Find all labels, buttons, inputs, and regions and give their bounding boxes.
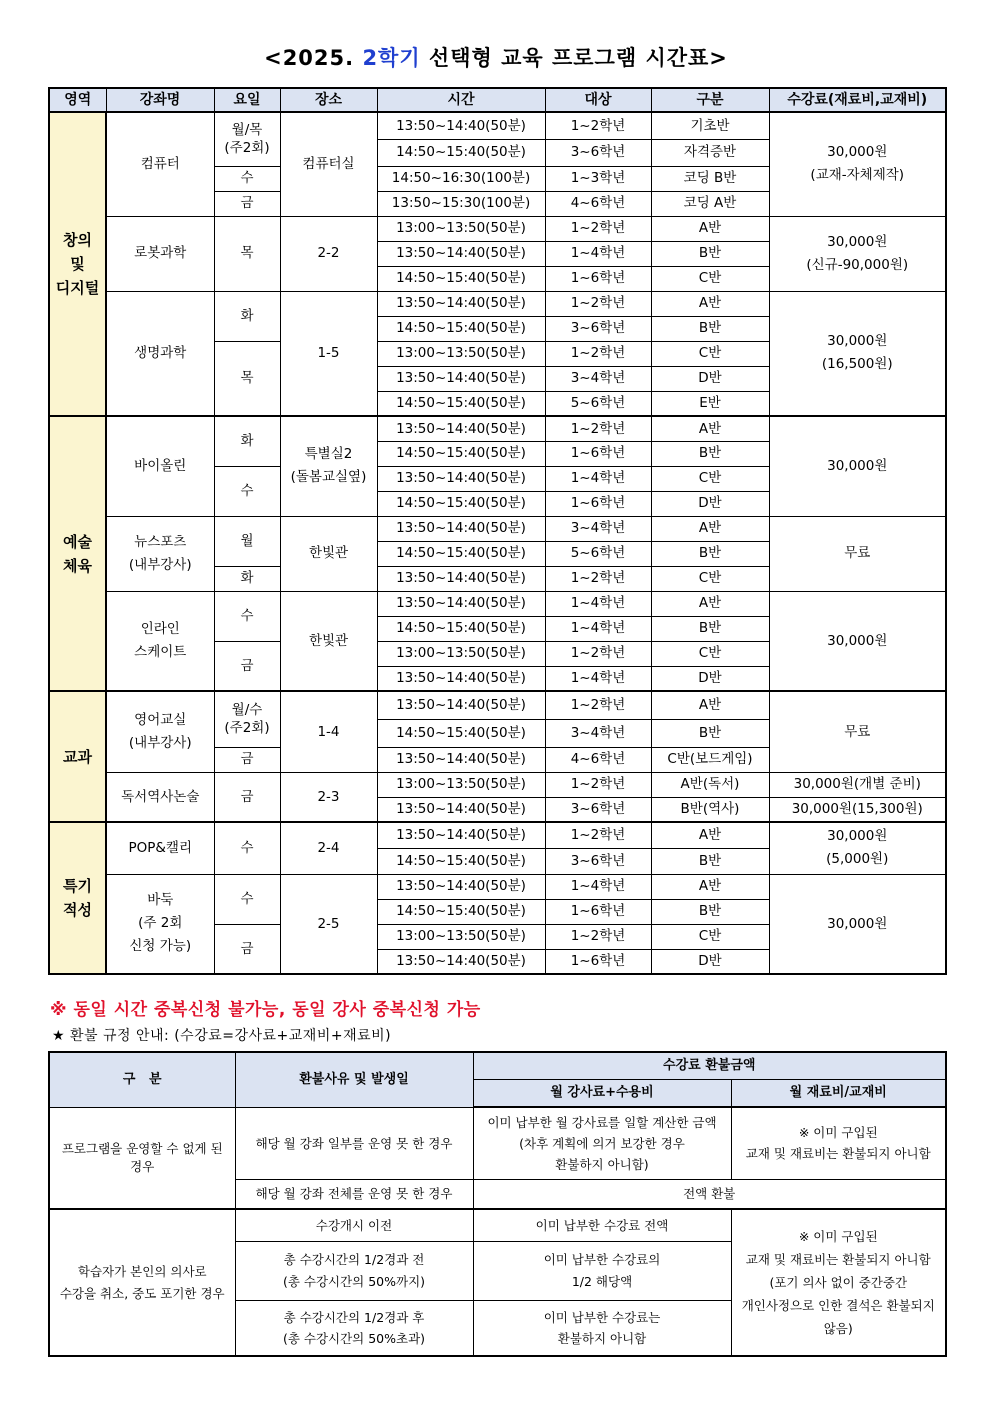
target-cell: 3~6학년 <box>545 797 651 822</box>
course-day: 금 <box>214 747 280 772</box>
time-cell: 13:50~14:40(50분) <box>377 591 545 616</box>
time-cell: 13:00~13:50(50분) <box>377 772 545 797</box>
time-cell: 13:50~14:40(50분) <box>377 691 545 719</box>
class-cell: C반 <box>651 924 769 949</box>
refund-amount: 이미 납부한 수강료는 환불하지 아니함 <box>473 1300 731 1356</box>
target-cell: 1~4학년 <box>545 874 651 899</box>
class-cell: B반 <box>651 316 769 341</box>
course-place: 한빛관 <box>280 591 377 691</box>
refund-amount: 이미 납부한 수강료의 1/2 해당액 <box>473 1241 731 1300</box>
target-cell: 1~2학년 <box>545 216 651 241</box>
refund-reason: 총 수강시간의 1/2경과 전 (총 수강시간의 50%까지) <box>235 1241 473 1300</box>
class-cell: B반 <box>651 848 769 874</box>
class-cell: C반 <box>651 466 769 491</box>
class-cell: B반 <box>651 541 769 566</box>
course-name: 생명과학 <box>106 291 214 416</box>
header-place: 장소 <box>280 88 377 112</box>
refund-reason: 해당 월 강좌 일부를 운영 못 한 경우 <box>235 1107 473 1179</box>
refund-material: ※ 이미 구입된 교재 및 재료비는 환불되지 아니함 (포기 의사 없이 중간중간 개인사정으로 인한 결석은 환불되지 않음) <box>731 1209 946 1356</box>
refund-amount: 전액 환불 <box>473 1179 946 1209</box>
schedule-table <box>48 87 947 975</box>
course-name: 로봇과학 <box>106 216 214 291</box>
class-cell: C반 <box>651 341 769 366</box>
refund-amount: 이미 납부한 수강료 전액 <box>473 1209 731 1241</box>
course-place: 2-3 <box>280 772 377 822</box>
class-cell: B반 <box>651 899 769 924</box>
fee-cell: 30,000원 <box>769 874 946 974</box>
time-cell: 13:50~14:40(50분) <box>377 566 545 591</box>
target-cell: 1~4학년 <box>545 591 651 616</box>
target-cell: 3~4학년 <box>545 366 651 391</box>
target-cell: 1~6학년 <box>545 949 651 974</box>
class-cell: D반 <box>651 949 769 974</box>
target-cell: 1~2학년 <box>545 772 651 797</box>
class-cell: E반 <box>651 391 769 416</box>
fee-cell: 30,000원(개별 준비) <box>769 772 946 797</box>
course-place: 특별실2 (돌봄교실옆) <box>280 416 377 516</box>
header-time: 시간 <box>377 88 545 112</box>
class-cell: A반(독서) <box>651 772 769 797</box>
target-cell: 1~2학년 <box>545 341 651 366</box>
time-cell: 13:50~14:40(50분) <box>377 241 545 266</box>
target-cell: 3~4학년 <box>545 516 651 541</box>
header-course: 강좌명 <box>106 88 214 112</box>
time-cell: 13:50~14:40(50분) <box>377 466 545 491</box>
class-cell: C반 <box>651 641 769 666</box>
time-cell: 14:50~15:40(50분) <box>377 719 545 747</box>
time-cell: 13:50~14:40(50분) <box>377 949 545 974</box>
course-day: 수 <box>214 874 280 924</box>
class-cell: B반 <box>651 616 769 641</box>
time-cell: 14:50~15:40(50분) <box>377 139 545 166</box>
refund-category: 학습자가 본인의 의사로 수강을 취소, 중도 포기한 경우 <box>49 1209 235 1356</box>
time-cell: 13:50~14:40(50분) <box>377 797 545 822</box>
course-day: 화 <box>214 566 280 591</box>
time-cell: 14:50~15:40(50분) <box>377 491 545 516</box>
course-name: 컴퓨터 <box>106 112 214 216</box>
page-title: <2025. 2학기 선택형 교육 프로그램 시간표> <box>264 46 728 70</box>
course-place: 1-4 <box>280 691 377 772</box>
time-cell: 13:00~13:50(50분) <box>377 641 545 666</box>
fee-cell: 30,000원 (16,500원) <box>769 291 946 416</box>
course-day: 수 <box>214 822 280 874</box>
refund-header-lecture: 월 강사료+수용비 <box>473 1080 731 1108</box>
fee-cell: 무료 <box>769 691 946 772</box>
header-class: 구분 <box>651 88 769 112</box>
target-cell: 4~6학년 <box>545 747 651 772</box>
class-cell: A반 <box>651 216 769 241</box>
refund-amount: 이미 납부한 월 강사료를 일할 계산한 금액 (차후 계획에 의거 보강한 경우 환불하지 아니함) <box>473 1107 731 1179</box>
refund-header-amount: 수강료 환불금액 <box>473 1052 946 1080</box>
refund-header-reason: 환불사유 및 발생일 <box>235 1052 473 1107</box>
target-cell: 1~6학년 <box>545 899 651 924</box>
class-cell: B반 <box>651 241 769 266</box>
target-cell: 1~2학년 <box>545 416 651 441</box>
course-name: 인라인 스케이트 <box>106 591 214 691</box>
time-cell: 14:50~15:40(50분) <box>377 441 545 466</box>
time-cell: 13:00~13:50(50분) <box>377 341 545 366</box>
course-day: 수 <box>214 166 280 191</box>
target-cell: 1~2학년 <box>545 822 651 848</box>
time-cell: 13:50~14:40(50분) <box>377 822 545 848</box>
time-cell: 13:50~14:40(50분) <box>377 747 545 772</box>
class-cell: A반 <box>651 874 769 899</box>
area-cell: 창의 및 디지털 <box>49 112 106 416</box>
area-cell: 특기 적성 <box>49 822 106 974</box>
refund-reason: 수강개시 이전 <box>235 1209 473 1241</box>
fee-cell: 30,000원 <box>769 591 946 691</box>
class-cell: 코딩 A반 <box>651 191 769 216</box>
course-name: 뉴스포츠 (내부강사) <box>106 516 214 591</box>
course-day: 화 <box>214 291 280 341</box>
time-cell: 13:00~13:50(50분) <box>377 924 545 949</box>
target-cell: 1~2학년 <box>545 291 651 316</box>
course-place: 1-5 <box>280 291 377 416</box>
target-cell: 1~3학년 <box>545 166 651 191</box>
class-cell: D반 <box>651 491 769 516</box>
area-cell: 예술 체육 <box>49 416 106 691</box>
time-cell: 14:50~15:40(50분) <box>377 266 545 291</box>
target-cell: 1~6학년 <box>545 266 651 291</box>
course-name: 바이올린 <box>106 416 214 516</box>
course-place: 2-2 <box>280 216 377 291</box>
time-cell: 13:50~14:40(50분) <box>377 112 545 139</box>
time-cell: 13:50~15:30(100분) <box>377 191 545 216</box>
course-day: 월 <box>214 516 280 566</box>
target-cell: 5~6학년 <box>545 541 651 566</box>
class-cell: A반 <box>651 416 769 441</box>
time-cell: 13:50~14:40(50분) <box>377 874 545 899</box>
course-place: 컴퓨터실 <box>280 112 377 216</box>
target-cell: 3~6학년 <box>545 848 651 874</box>
duplicate-warning: ※ 동일 시간 중복신청 불가능, 동일 강사 중복신청 가능 <box>50 1000 481 1020</box>
course-name: POP&캘리 <box>106 822 214 874</box>
class-cell: A반 <box>651 291 769 316</box>
refund-category: 프로그램을 운영할 수 없게 된 경우 <box>49 1107 235 1209</box>
course-day: 금 <box>214 924 280 974</box>
target-cell: 1~2학년 <box>545 691 651 719</box>
time-cell: 13:50~14:40(50분) <box>377 416 545 441</box>
header-fee: 수강료(재료비,교재비) <box>769 88 946 112</box>
course-day: 화 <box>214 416 280 466</box>
time-cell: 13:50~14:40(50분) <box>377 516 545 541</box>
class-cell: C반(보드게임) <box>651 747 769 772</box>
time-cell: 13:50~14:40(50분) <box>377 666 545 691</box>
target-cell: 1~4학년 <box>545 241 651 266</box>
class-cell: 코딩 B반 <box>651 166 769 191</box>
refund-table <box>48 1051 947 1357</box>
area-cell: 교과 <box>49 691 106 822</box>
time-cell: 13:00~13:50(50분) <box>377 216 545 241</box>
course-day: 월/목 (주2회) <box>214 112 280 166</box>
fee-cell: 무료 <box>769 516 946 591</box>
target-cell: 3~6학년 <box>545 139 651 166</box>
target-cell: 1~4학년 <box>545 616 651 641</box>
time-cell: 13:50~14:40(50분) <box>377 366 545 391</box>
target-cell: 5~6학년 <box>545 391 651 416</box>
course-day: 목 <box>214 341 280 416</box>
refund-header-material: 월 재료비/교재비 <box>731 1080 946 1108</box>
time-cell: 14:50~15:40(50분) <box>377 391 545 416</box>
course-day: 수 <box>214 591 280 641</box>
class-cell: A반 <box>651 591 769 616</box>
course-day: 월/수 (주2회) <box>214 691 280 747</box>
course-name: 바둑 (주 2회 신청 가능) <box>106 874 214 974</box>
time-cell: 14:50~15:40(50분) <box>377 616 545 641</box>
target-cell: 4~6학년 <box>545 191 651 216</box>
class-cell: A반 <box>651 691 769 719</box>
course-day: 수 <box>214 466 280 516</box>
class-cell: 자격증반 <box>651 139 769 166</box>
class-cell: C반 <box>651 266 769 291</box>
course-day: 목 <box>214 216 280 291</box>
course-place: 한빛관 <box>280 516 377 591</box>
time-cell: 14:50~15:40(50분) <box>377 541 545 566</box>
fee-cell: 30,000원 (신규-90,000원) <box>769 216 946 291</box>
course-day: 금 <box>214 641 280 691</box>
target-cell: 1~6학년 <box>545 441 651 466</box>
target-cell: 1~4학년 <box>545 666 651 691</box>
time-cell: 14:50~15:40(50분) <box>377 848 545 874</box>
time-cell: 13:50~14:40(50분) <box>377 291 545 316</box>
class-cell: A반 <box>651 822 769 848</box>
header-day: 요일 <box>214 88 280 112</box>
class-cell: C반 <box>651 566 769 591</box>
class-cell: D반 <box>651 366 769 391</box>
course-name: 영어교실 (내부강사) <box>106 691 214 772</box>
header-area: 영역 <box>49 88 106 112</box>
course-place: 2-4 <box>280 822 377 874</box>
target-cell: 1~2학년 <box>545 566 651 591</box>
class-cell: B반 <box>651 719 769 747</box>
fee-cell: 30,000원 <box>769 416 946 516</box>
header-target: 대상 <box>545 88 651 112</box>
refund-header-category: 구 분 <box>49 1052 235 1107</box>
refund-reason: 해당 월 강좌 전체를 운영 못 한 경우 <box>235 1179 473 1209</box>
course-day: 금 <box>214 772 280 822</box>
target-cell: 1~2학년 <box>545 924 651 949</box>
target-cell: 1~6학년 <box>545 491 651 516</box>
class-cell: D반 <box>651 666 769 691</box>
time-cell: 14:50~16:30(100분) <box>377 166 545 191</box>
class-cell: B반 <box>651 441 769 466</box>
course-name: 독서역사논술 <box>106 772 214 822</box>
refund-intro: ★ 환불 규정 안내: (수강료=강사료+교재비+재료비) <box>52 1028 392 1044</box>
fee-cell: 30,000원 (교재-자체제작) <box>769 112 946 216</box>
course-place: 2-5 <box>280 874 377 974</box>
time-cell: 14:50~15:40(50분) <box>377 899 545 924</box>
class-cell: A반 <box>651 516 769 541</box>
refund-reason: 총 수강시간의 1/2경과 후 (총 수강시간의 50%초과) <box>235 1300 473 1356</box>
class-cell: B반(역사) <box>651 797 769 822</box>
time-cell: 14:50~15:40(50분) <box>377 316 545 341</box>
target-cell: 3~4학년 <box>545 719 651 747</box>
fee-cell: 30,000원 (5,000원) <box>769 822 946 874</box>
fee-cell: 30,000원(15,300원) <box>769 797 946 822</box>
target-cell: 1~2학년 <box>545 641 651 666</box>
refund-material: ※ 이미 구입된 교재 및 재료비는 환불되지 아니함 <box>731 1107 946 1179</box>
target-cell: 1~4학년 <box>545 466 651 491</box>
target-cell: 1~2학년 <box>545 112 651 139</box>
class-cell: 기초반 <box>651 112 769 139</box>
course-day: 금 <box>214 191 280 216</box>
target-cell: 3~6학년 <box>545 316 651 341</box>
